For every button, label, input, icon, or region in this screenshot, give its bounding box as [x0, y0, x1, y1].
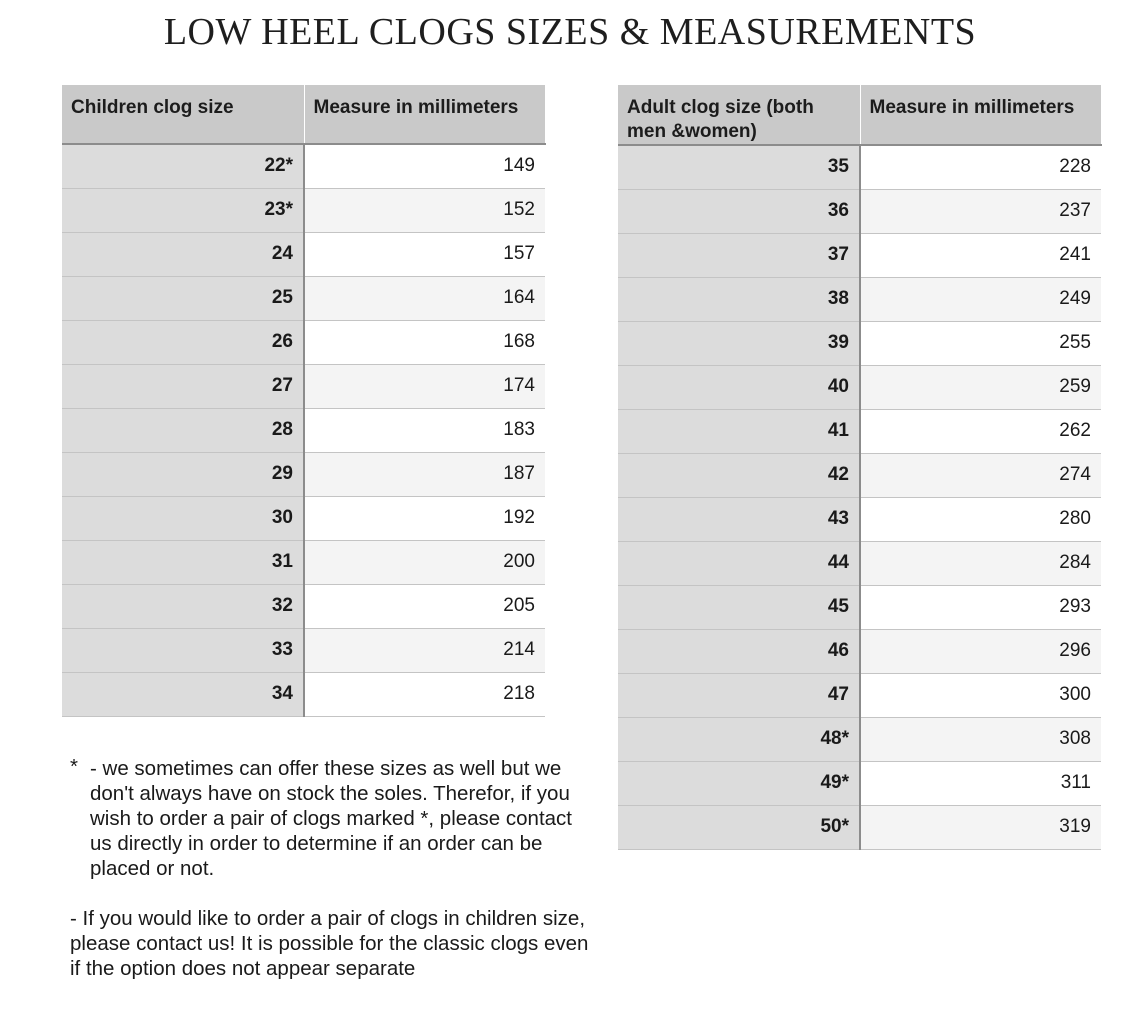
table-row: [62, 408, 545, 452]
measure-mm-cell: 296: [860, 629, 1101, 673]
table-row: [618, 453, 1101, 497]
measure-mm-cell: 300: [860, 673, 1101, 717]
header-measure-mm: Measure in millimeters: [304, 85, 545, 144]
clog-size-cell: 31: [62, 540, 304, 584]
table-row: [62, 452, 545, 496]
measure-mm-cell: 308: [860, 717, 1101, 761]
table-header-row: [618, 85, 1101, 145]
measure-mm-cell: 192: [304, 496, 545, 540]
table-row: [62, 320, 545, 364]
measure-mm-cell: 274: [860, 453, 1101, 497]
table-header-row: [62, 85, 545, 144]
clog-size-cell: 30: [62, 496, 304, 540]
clog-size-cell: 26: [62, 320, 304, 364]
clog-size-cell: 42: [618, 453, 860, 497]
measure-mm-cell: 149: [304, 144, 545, 188]
table-row: [618, 277, 1101, 321]
clog-size-cell: 35: [618, 145, 860, 189]
clog-size-cell: 50*: [618, 805, 860, 849]
measure-mm-cell: 311: [860, 761, 1101, 805]
footnote-asterisk: [70, 756, 590, 881]
measure-mm-cell: 164: [304, 276, 545, 320]
table-row: [618, 189, 1101, 233]
clog-size-cell: 47: [618, 673, 860, 717]
measure-mm-cell: 241: [860, 233, 1101, 277]
clog-size-cell: 48*: [618, 717, 860, 761]
clog-size-cell: 24: [62, 232, 304, 276]
table-row: [62, 496, 545, 540]
measure-mm-cell: 237: [860, 189, 1101, 233]
clog-size-cell: 46: [618, 629, 860, 673]
clog-size-cell: 33: [62, 628, 304, 672]
measure-mm-cell: 200: [304, 540, 545, 584]
header-measure-mm: Measure in millimeters: [860, 85, 1101, 145]
measure-mm-cell: 152: [304, 188, 545, 232]
clog-size-cell: 28: [62, 408, 304, 452]
measure-mm-cell: 262: [860, 409, 1101, 453]
adult-size-table: [618, 85, 1102, 850]
table-row: [618, 805, 1101, 849]
clog-size-cell: 32: [62, 584, 304, 628]
measure-mm-cell: 280: [860, 497, 1101, 541]
table-row: [62, 584, 545, 628]
clog-size-cell: 38: [618, 277, 860, 321]
clog-size-cell: 25: [62, 276, 304, 320]
clog-size-cell: 43: [618, 497, 860, 541]
clog-size-cell: 39: [618, 321, 860, 365]
clog-size-cell: 27: [62, 364, 304, 408]
measure-mm-cell: 255: [860, 321, 1101, 365]
table-row: [618, 629, 1101, 673]
clog-size-cell: 44: [618, 541, 860, 585]
clog-size-cell: 41: [618, 409, 860, 453]
table-row: [618, 233, 1101, 277]
table-row: [618, 673, 1101, 717]
clog-size-cell: 49*: [618, 761, 860, 805]
table-row: [618, 585, 1101, 629]
measure-mm-cell: 249: [860, 277, 1101, 321]
measure-mm-cell: 293: [860, 585, 1101, 629]
measure-mm-cell: 228: [860, 145, 1101, 189]
clog-size-cell: 36: [618, 189, 860, 233]
table-row: [618, 541, 1101, 585]
header-children-clog-size: Children clog size: [62, 85, 304, 144]
measure-mm-cell: 168: [304, 320, 545, 364]
measure-mm-cell: 284: [860, 541, 1101, 585]
table-row: [618, 321, 1101, 365]
table-row: [618, 365, 1101, 409]
table-row: [62, 276, 545, 320]
table-row: [618, 409, 1101, 453]
table-row: [618, 497, 1101, 541]
clog-size-cell: 22*: [62, 144, 304, 188]
table-row: [62, 232, 545, 276]
table-row: [618, 761, 1101, 805]
measure-mm-cell: 319: [860, 805, 1101, 849]
measure-mm-cell: 214: [304, 628, 545, 672]
footnote-asterisk-text: - we sometimes can offer these sizes as well but we don't always have on stock the soles. Therefor, if you wish to order a pair of clogs marked *, please contact us directly in order to determine if an order can be placed or not.: [90, 757, 572, 880]
table-row: [618, 145, 1101, 189]
table-row: [618, 717, 1101, 761]
asterisk-marker: *: [70, 755, 78, 778]
clog-size-cell: 40: [618, 365, 860, 409]
measure-mm-cell: 205: [304, 584, 545, 628]
measure-mm-cell: 259: [860, 365, 1101, 409]
clog-size-cell: 23*: [62, 188, 304, 232]
measure-mm-cell: 218: [304, 672, 545, 716]
clog-size-cell: 34: [62, 672, 304, 716]
measure-mm-cell: 157: [304, 232, 545, 276]
measure-mm-cell: 187: [304, 452, 545, 496]
clog-size-cell: 29: [62, 452, 304, 496]
header-adult-clog-size: Adult clog size (both men &women): [618, 85, 860, 145]
table-row: [62, 144, 545, 188]
footnote-children-order: - If you would like to order a pair of clogs in children size, please contact us! It is possible for the classic clogs even if the option does not appear separate: [70, 907, 589, 980]
clog-size-cell: 45: [618, 585, 860, 629]
table-row: [62, 188, 545, 232]
table-row: [62, 672, 545, 716]
table-row: [62, 540, 545, 584]
table-row: [62, 364, 545, 408]
table-row: [62, 628, 545, 672]
clog-size-cell: 37: [618, 233, 860, 277]
children-size-table: [62, 85, 546, 717]
measure-mm-cell: 174: [304, 364, 545, 408]
page-title: LOW HEEL CLOGS SIZES & MEASUREMENTS: [163, 11, 977, 53]
measure-mm-cell: 183: [304, 408, 545, 452]
